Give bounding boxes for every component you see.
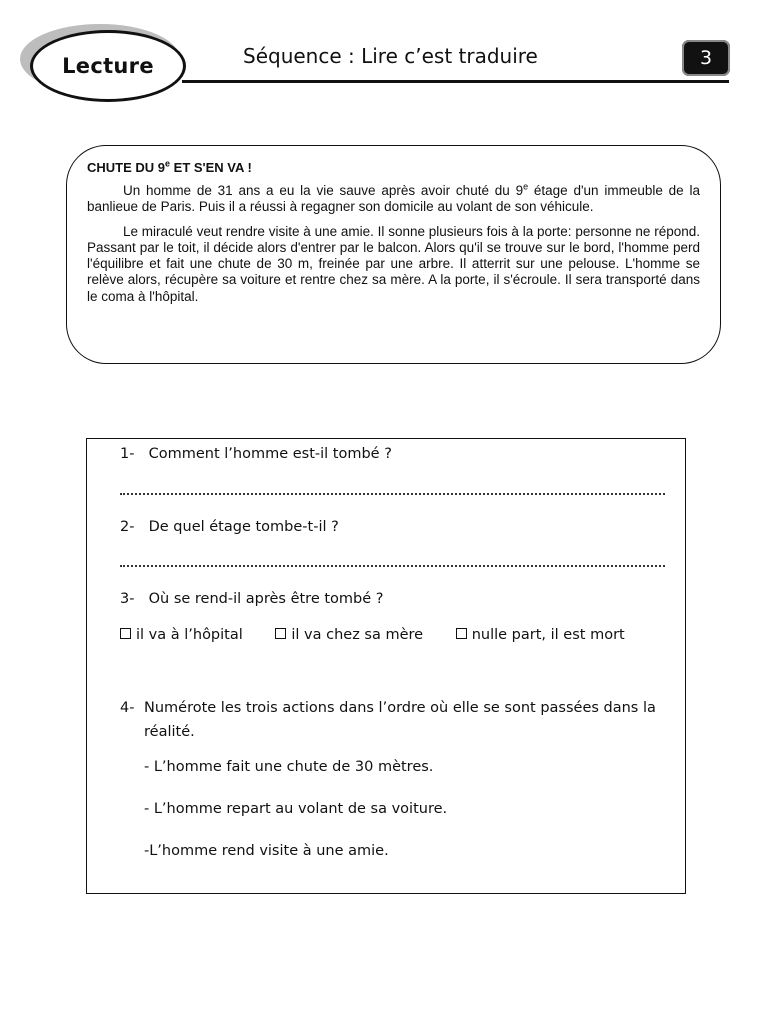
answer-line-2[interactable] — [120, 555, 665, 567]
article-title-rest: ET S'EN VA ! — [170, 160, 252, 175]
article-paragraph-1-sup: e — [523, 181, 529, 192]
article-title-sup: e — [165, 158, 171, 169]
question-3-number: 3- — [120, 591, 135, 607]
question-3-choices — [120, 627, 653, 643]
questions-box — [86, 438, 686, 894]
question-3 — [120, 591, 383, 607]
question-1-number: 1- — [120, 446, 135, 462]
section-label: Lecture — [62, 54, 154, 78]
page-number-badge — [682, 40, 730, 76]
choice-hospital-label: il va à l’hôpital — [136, 627, 243, 643]
checkbox-icon[interactable] — [275, 628, 286, 639]
action-item-1: - L’homme fait une chute de 30 mètres. — [144, 759, 434, 775]
article-box — [66, 145, 721, 364]
question-2-text: De quel étage tombe-t-il ? — [148, 519, 339, 535]
choice-nowhere-label: nulle part, il est mort — [471, 627, 625, 643]
question-4-number: 4- — [120, 700, 135, 716]
question-4 — [120, 696, 660, 744]
article-title — [87, 160, 700, 175]
question-3-text: Où se rend-il après être tombé ? — [148, 591, 384, 607]
question-2 — [120, 519, 339, 535]
question-2-number: 2- — [120, 519, 135, 535]
choice-mother[interactable] — [275, 627, 423, 643]
question-4-text: Numérote les trois actions dans l’ordre où elle se sont passées dans la réalité. — [144, 700, 656, 740]
section-label-oval — [30, 30, 186, 102]
choice-nowhere[interactable] — [456, 627, 625, 643]
question-1-text: Comment l’homme est-il tombé ? — [148, 446, 392, 462]
article-paragraph-1-end: étage d'un immeuble de la banlieue de Paris. Puis il a réussi à regagner son domicile au volant de son véhicule. — [87, 183, 700, 215]
action-item-3: -L’homme rend visite à une amie. — [144, 843, 389, 859]
page-number: 3 — [699, 47, 713, 69]
article-paragraph-1-start: Un homme de 31 ans a eu la vie sauve après avoir chuté du 9 — [123, 183, 524, 198]
choice-hospital[interactable] — [120, 627, 243, 643]
sequence-title: Séquence : Lire c’est traduire — [243, 44, 538, 68]
answer-line-1[interactable] — [120, 483, 665, 495]
article-paragraph-2: Le miraculé veut rendre visite à une amie. Il sonne plusieurs fois à la porte: personne ne répond. Passant par le toit, il décide alors d'entrer par le balcon. Alors qu'il se trouve sur le bord, l'homme perd l'équilibre et fait une chute de 30 m, freinée par une arbre. Il atterrit sur une pelouse. L'homme se relève alors, récupère sa voiture et rentre chez sa mère. A la porte, il s'écroule. Il sera transporté dans le coma à l'hôpital. — [87, 223, 700, 304]
checkbox-icon[interactable] — [456, 628, 467, 639]
action-item-2: - L’homme repart au volant de sa voiture. — [144, 801, 448, 817]
article-paragraph-1 — [87, 183, 700, 216]
header-divider — [182, 80, 729, 83]
question-1 — [120, 446, 392, 462]
article-title-text: CHUTE DU 9 — [87, 160, 166, 175]
choice-mother-label: il va chez sa mère — [291, 627, 424, 643]
checkbox-icon[interactable] — [120, 628, 131, 639]
